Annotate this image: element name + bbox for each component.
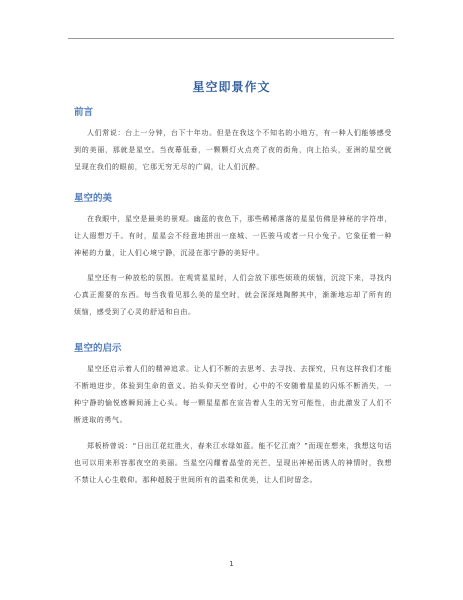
section-heading-inspiration: 星空的启示 — [74, 343, 122, 354]
paragraph-beauty-1: 在我眼中，星空是最美的景观。幽蓝的夜色下，那些稀稀落落的星星仿佛是神秘的字符串，让人遐想万千。有时，星星会不经意地拼出一座城、一匹骏马或者一只小兔子。它象征着一种神秘的力量，让人们心境宁静，沉浸在那宁静的美好中。 — [74, 215, 392, 257]
paragraph-inspiration-1: 星空还启示着人们的精神追求。让人们不断的去思考、去寻找、去探究，只有这样我们才能不断地进步，体验到生命的意义。抬头仰天空看时，心中的不安随着星星的闪烁不断消失，一种宁静的愉悦感瞬间涌上心头。每一颗星星都在宣告着人生的无穷可能性，由此激发了人们不断进取的勇气。 — [74, 365, 392, 424]
page-number: 1 — [229, 560, 234, 568]
paragraph-beauty-2: 星空还有一种放松的氛围。在观赏星星时，人们会放下那些烦琐的烦恼，沉淀下来，寻找内心真正需要的东西。每当我看见那么美的星空时，就会深深地陶醉其中，渐渐地忘却了所有的烦恼，感受到了心灵的舒适和自由。 — [74, 274, 392, 316]
paragraph-preface: 人们常说：台上一分钟，台下十年功。但是在我这个不知名的小地方，有一种人们能够感受到的美丽，那就是星空。当夜幕低垂，一颗颗灯火点亮了夜的街角，向上抬头，亚洲的星空就呈现在我们的眼前，它那无穷无尽的广阔，让人们沉醉。 — [74, 129, 392, 171]
paragraph-inspiration-2: 郑板桥曾说：“日出江花红胜火，春来江水绿如蓝。能不忆江南？”而现在想来，我想这句话也可以用来形容那夜空的美丽。当星空闪耀着晶莹的光芒，呈现出神秘而诱人的神情时，我想不禁让人心生敬仰。那种超脱于世间所有的温柔和优美，让人们时留念。 — [74, 442, 392, 484]
section-heading-preface: 前言 — [74, 107, 94, 118]
document-title: 星空即景作文 — [192, 80, 271, 94]
section-heading-beauty: 星空的美 — [74, 193, 113, 204]
header-rule — [68, 38, 394, 39]
